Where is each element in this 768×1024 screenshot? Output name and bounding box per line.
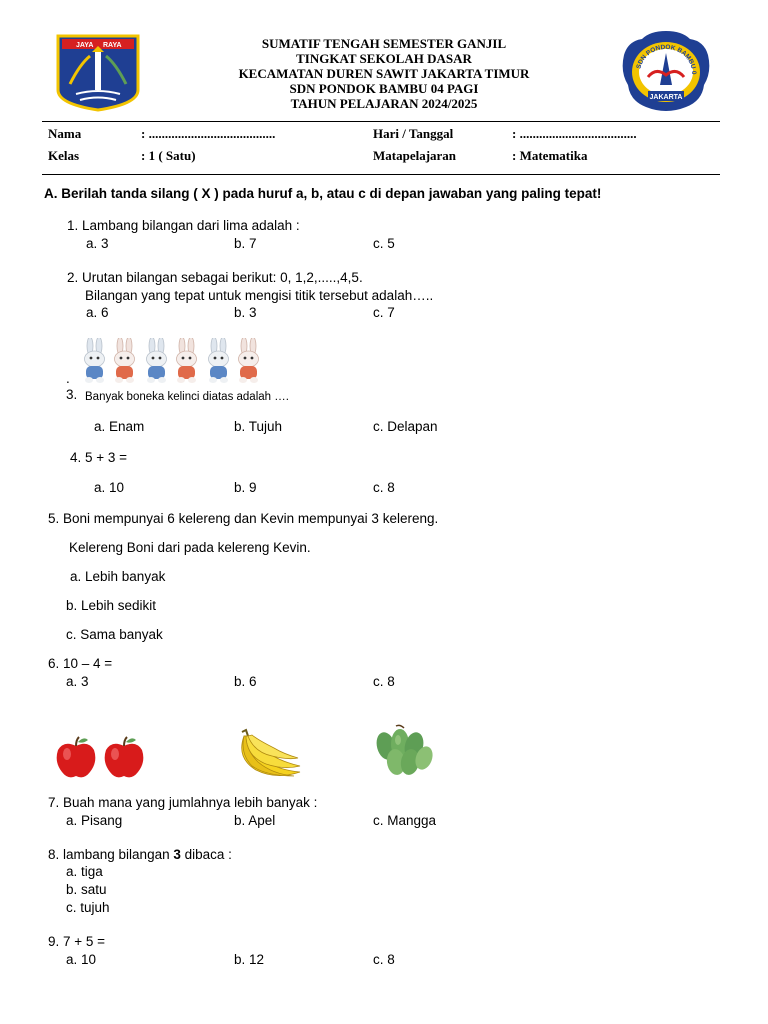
header-line-3: KECAMATAN DUREN SAWIT JAKARTA TIMUR	[238, 66, 530, 81]
q1-option-c[interactable]: c. 5	[373, 236, 395, 251]
q2-option-a[interactable]: a. 6	[86, 305, 109, 320]
question-5: 5. Boni mempunyai 6 kelereng dan Kevin mempunyai 3 kelereng.	[48, 511, 439, 526]
header-line-1: SUMATIF TENGAH SEMESTER GANJIL	[261, 36, 507, 51]
apples-image	[54, 736, 146, 780]
q2-option-b[interactable]: b. 3	[234, 305, 257, 320]
q3-dot: .	[66, 371, 70, 386]
bananas-image	[232, 728, 302, 778]
header-line-5: TAHUN PELAJARAN 2024/2025	[290, 96, 478, 111]
q3-option-c[interactable]: c. Delapan	[373, 419, 438, 434]
question-1: 1. Lambang bilangan dari lima adalah :	[67, 218, 300, 233]
hari-label: Hari / Tanggal	[373, 126, 454, 141]
svg-text:JAKARTA: JAKARTA	[649, 94, 683, 101]
kelas-label: Kelas	[48, 148, 80, 163]
q5-option-b[interactable]: b. Lebih sedikit	[66, 598, 157, 613]
q3-option-b[interactable]: b. Tujuh	[234, 419, 283, 434]
svg-text:RAYA: RAYA	[103, 42, 122, 49]
q5-option-a[interactable]: a. Lebih banyak	[70, 569, 166, 584]
q3-option-a[interactable]: a. Enam	[94, 419, 145, 434]
q5-option-c[interactable]: c. Sama banyak	[66, 627, 163, 642]
question-9: 9. 7 + 5 =	[48, 934, 106, 949]
kelas-value: : 1 ( Satu)	[141, 148, 196, 163]
q7-option-a[interactable]: a. Pisang	[66, 813, 123, 828]
mapel-label: Matapelajaran	[373, 148, 457, 163]
q6-option-c[interactable]: c. 8	[373, 674, 395, 689]
q1-option-a[interactable]: a. 3	[86, 236, 109, 251]
hari-field[interactable]: : ....................................	[512, 126, 637, 141]
q9-option-a[interactable]: a. 10	[66, 952, 97, 967]
mapel-value: : Matematika	[512, 148, 588, 163]
bottom-rule	[42, 174, 720, 175]
svg-text:JAYA: JAYA	[76, 42, 94, 49]
q8-number-bold: 3	[173, 847, 181, 862]
question-2: 2. Urutan bilangan sebagai berikut: 0, 1,2,.....,4,5.	[67, 270, 363, 285]
header-line-2: TINGKAT SEKOLAH DASAR	[296, 51, 472, 66]
q1-option-b[interactable]: b. 7	[234, 236, 257, 251]
mangoes-image	[374, 722, 436, 778]
question-4: 4. 5 + 3 =	[70, 450, 128, 465]
question-6: 6. 10 – 4 =	[48, 656, 113, 671]
q2-option-c[interactable]: c. 7	[373, 305, 395, 320]
q4-option-b[interactable]: b. 9	[234, 480, 257, 495]
q8-option-a[interactable]: a. tiga	[66, 864, 103, 879]
q4-option-c[interactable]: c. 8	[373, 480, 395, 495]
question-3: Banyak boneka kelinci diatas adalah ….	[85, 391, 289, 403]
q6-option-a[interactable]: a. 3	[66, 674, 89, 689]
section-a-instruction: A. Berilah tanda silang ( X ) pada huruf a, b, atau c di depan jawaban yang paling tepat!	[44, 186, 602, 201]
svg-text:SDN PONDOK BAMBU 04: SDN PONDOK BAMBU 0	[635, 43, 698, 75]
q8-option-b[interactable]: b. satu	[66, 882, 107, 897]
rabbit-dolls-image	[80, 338, 265, 384]
question-7: 7. Buah mana yang jumlahnya lebih banyak :	[48, 795, 318, 810]
q7-option-c[interactable]: c. Mangga	[373, 813, 437, 828]
nama-field[interactable]: : .......................................	[141, 126, 276, 141]
q4-option-a[interactable]: a. 10	[94, 480, 125, 495]
q3-number: 3.	[66, 387, 78, 402]
q9-option-b[interactable]: b. 12	[234, 952, 265, 967]
header-line-4: SDN PONDOK BAMBU 04 PAGI	[289, 81, 479, 96]
q9-option-c[interactable]: c. 8	[373, 952, 395, 967]
q8-text-post: dibaca :	[180, 847, 232, 862]
q7-option-b[interactable]: b. Apel	[234, 813, 276, 828]
question-8	[48, 847, 232, 863]
question-2-line-2: Bilangan yang tepat untuk mengisi titik tersebut adalah…..	[85, 288, 434, 303]
q8-option-c[interactable]: c. tujuh	[66, 900, 110, 915]
q8-text-pre: 8. lambang bilangan	[48, 847, 174, 862]
top-rule	[42, 121, 720, 122]
nama-label: Nama	[48, 126, 82, 141]
q6-option-b[interactable]: b. 6	[234, 674, 257, 689]
question-5-line-2: Kelereng Boni dari pada kelereng Kevin.	[69, 540, 311, 555]
